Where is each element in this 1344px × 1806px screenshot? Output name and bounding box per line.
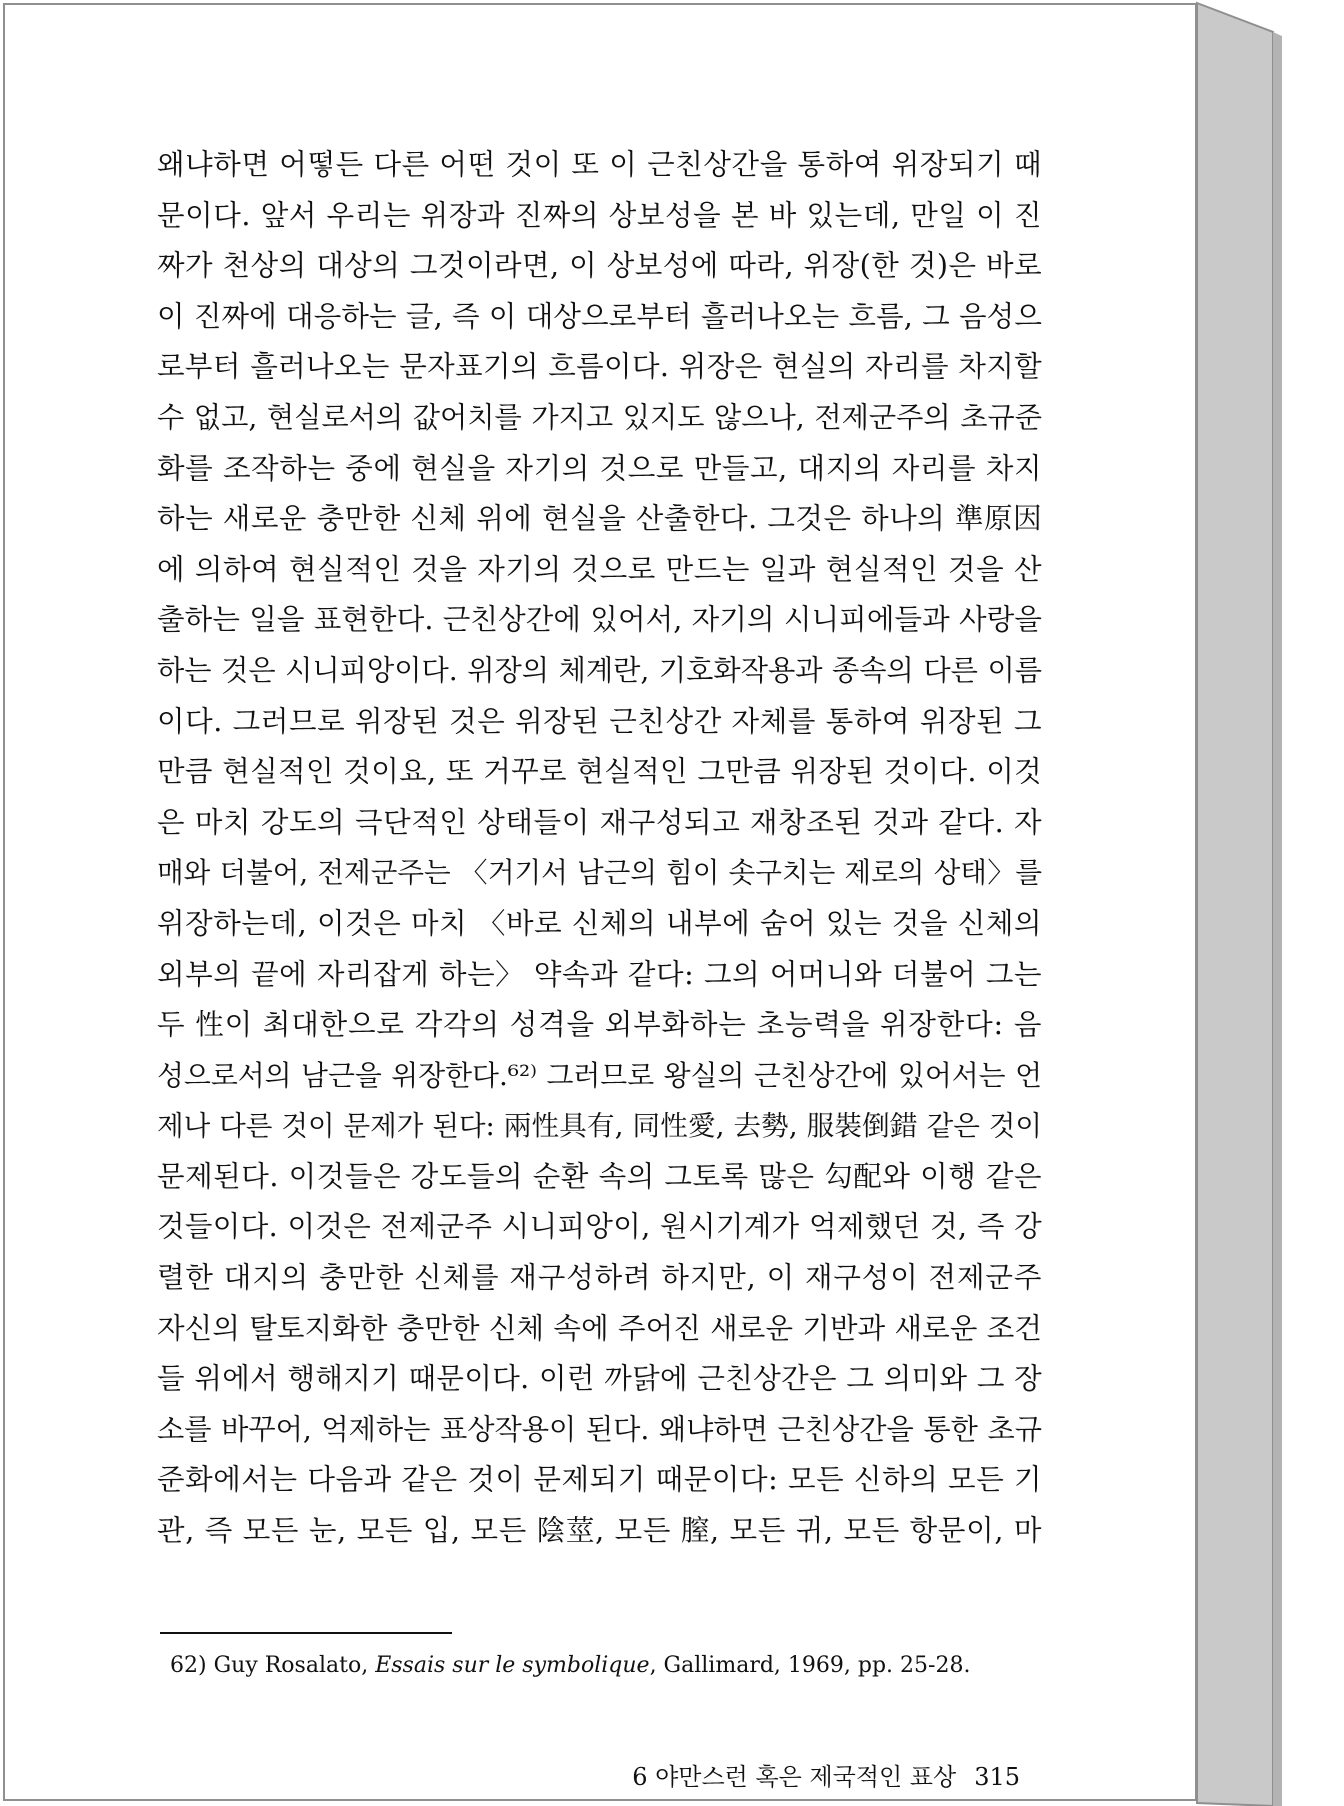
footnote-number: 62) (170, 1653, 207, 1678)
running-footer (600, 1762, 1020, 1792)
text-line: 외부의 끝에 자리잡게 하는〉 약속과 같다: 그의 어머니와 더불어 그는 (157, 957, 1042, 991)
text-line: 준화에서는 다음과 같은 것이 문제되기 때문이다: 모든 신하의 모든 기 (157, 1463, 1042, 1497)
page-number: 315 (974, 1763, 1020, 1791)
text-line: 만큼 현실적인 것이요, 또 거꾸로 현실적인 그만큼 위장된 것이다. 이것 (157, 755, 1042, 789)
body-text (157, 140, 1042, 1557)
text-line: 에 의하여 현실적인 것을 자기의 것으로 만드는 일과 현실적인 것을 산 (157, 552, 1042, 586)
text-line: 화를 조작하는 중에 현실을 자기의 것으로 만들고, 대지의 자리를 차지 (157, 451, 1042, 485)
text-line: 렬한 대지의 충만한 신체를 재구성하려 하지만, 이 재구성이 전제군주 (157, 1261, 1042, 1295)
text-line: 것들이다. 이것은 전제군주 시니피앙이, 원시기계가 억제했던 것, 즉 강 (157, 1210, 1042, 1244)
text-line: 문제된다. 이것들은 강도들의 순환 속의 그토록 많은 勾配와 이행 같은 (157, 1159, 1042, 1193)
book-spine-face (1197, 3, 1273, 1806)
footnote-rule (160, 1632, 452, 1634)
text-line: 소를 바꾸어, 억제하는 표상작용이 된다. 왜냐하면 근친상간을 통한 초규 (157, 1412, 1042, 1446)
footnote-rest: , Gallimard, 1969, pp. 25-28. (649, 1653, 971, 1678)
text-line: 수 없고, 현실로서의 값어치를 가지고 있지도 않으나, 전제군주의 초규준 (157, 400, 1042, 434)
footnote (170, 1650, 1050, 1682)
text-line: 하는 새로운 충만한 신체 위에 현실을 산출한다. 그것은 하나의 準原因 (157, 502, 1042, 536)
text-line: 왜냐하면 어떻든 다른 어떤 것이 또 이 근친상간을 통하여 위장되기 때 (157, 148, 1042, 181)
text-line: 제나 다른 것이 문제가 된다: 兩性具有, 同性愛, 去勢, 服裝倒錯 같은 것이 (157, 1110, 1042, 1143)
book-spine-shadow (1273, 32, 1282, 1806)
running-title: 6 야만스런 혹은 제국적인 표상 (632, 1763, 957, 1791)
text-line: 짜가 천상의 대상의 그것이라면, 이 상보성에 따라, 위장(한 것)은 바로 (157, 249, 1042, 283)
text-line: 자신의 탈토지화한 충만한 신체 속에 주어진 새로운 기반과 새로운 조건 (157, 1311, 1042, 1345)
text-line: 관, 즉 모든 눈, 모든 입, 모든 陰莖, 모든 膣, 모든 귀, 모든 항문이, 마 (157, 1514, 1042, 1548)
text-line: 하는 것은 시니피앙이다. 위장의 체계란, 기호화작용과 종속의 다른 이름 (157, 653, 1042, 687)
text-line: 성으로서의 남근을 위장한다.⁶²⁾ 그러므로 왕실의 근친상간에 있어서는 언 (157, 1058, 1042, 1092)
text-line: 매와 더불어, 전제군주는 〈거기서 남근의 힘이 솟구치는 제로의 상태〉를 (157, 856, 1042, 890)
text-line: 들 위에서 행해지기 때문이다. 이런 까닭에 근친상간은 그 의미와 그 장 (157, 1362, 1042, 1396)
text-line: 은 마치 강도의 극단적인 상태들이 재구성되고 재창조된 것과 같다. 자 (157, 805, 1042, 839)
text-line: 문이다. 앞서 우리는 위장과 진짜의 상보성을 본 바 있는데, 만일 이 진 (157, 198, 1042, 232)
text-line: 출하는 일을 표현한다. 근친상간에 있어서, 자기의 시니피에들과 사랑을 (157, 603, 1042, 637)
text-line: 로부터 흘러나오는 문자표기의 흐름이다. 위장은 현실의 자리를 차지할 (157, 350, 1042, 384)
text-line: 이다. 그러므로 위장된 것은 위장된 근친상간 자체를 통하여 위장된 그 (157, 704, 1042, 738)
text-line: 이 진짜에 대응하는 글, 즉 이 대상으로부터 흘러나오는 흐름, 그 음성으 (157, 299, 1042, 333)
text-line: 두 性이 최대한으로 각각의 성격을 외부화하는 초능력을 위장한다: 음 (157, 1008, 1042, 1042)
footnote-author: Guy Rosalato, (213, 1653, 369, 1678)
text-line: 위장하는데, 이것은 마치 〈바로 신체의 내부에 숨어 있는 것을 신체의 (157, 906, 1042, 940)
footnote-title: Essais sur le symbolique (375, 1653, 650, 1678)
